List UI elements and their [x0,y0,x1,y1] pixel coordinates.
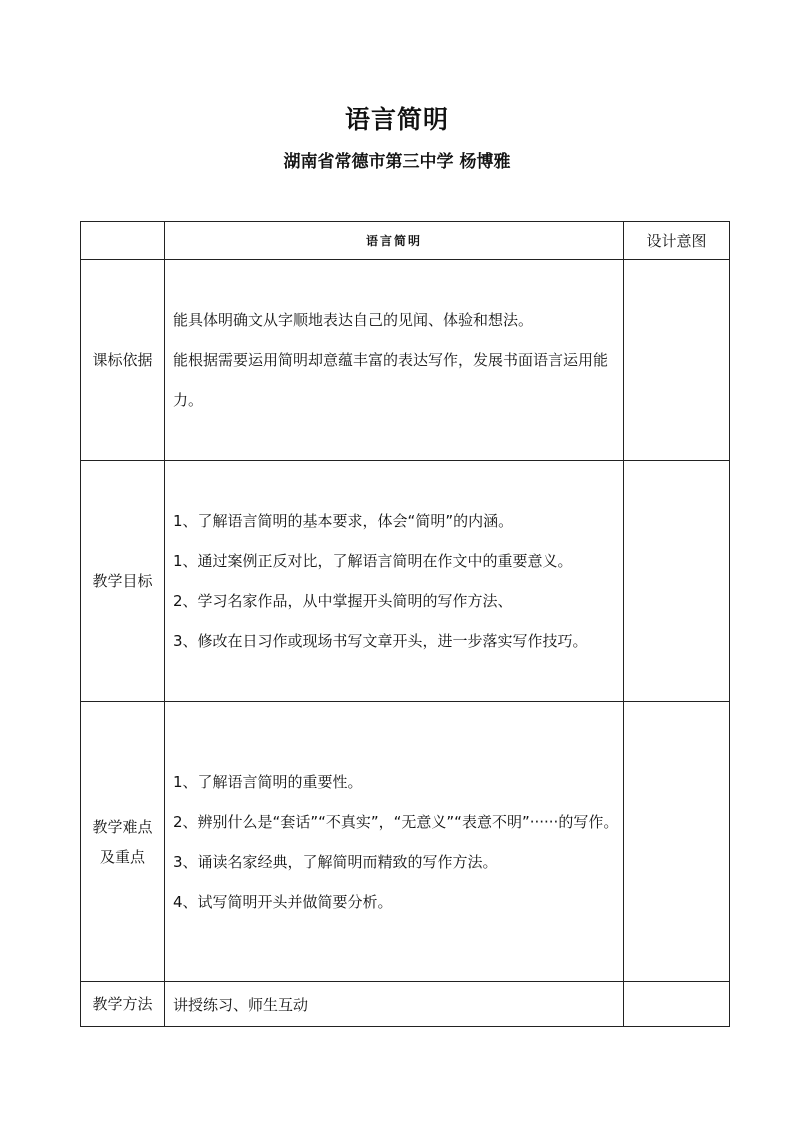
content-line: 能具体明确文从字顺地表达自己的见闻、体验和想法。 [173,311,534,329]
lesson-plan-table [80,221,730,1027]
table-row [81,982,730,1027]
table-row [81,461,730,702]
design-intent-cell [624,702,730,982]
row-label-teaching-goals: 教学目标 [81,461,165,702]
content-line: 1、通过案例正反对比，了解语言简明在作文中的重要意义。 [173,552,573,570]
content-line: 1、了解语言简明的基本要求，体会“简明”的内涵。 [173,512,514,530]
design-intent-cell [624,260,730,461]
content-line: 能根据需要运用简明却意蕴丰富的表达写作，发展书面语言运用能力。 [173,351,609,409]
table-row [81,702,730,982]
content-line: 2、学习名家作品，从中掌握开头简明的写作方法、 [173,592,513,610]
design-intent-cell [624,461,730,702]
row-label-teaching-method: 教学方法 [81,982,165,1027]
table-row [81,260,730,461]
label-line: 教学难点 [92,817,153,836]
header-cell-design-intent: 设计意图 [624,222,730,260]
content-line: 4、试写简明开头并做简要分析。 [173,892,393,911]
row-content [165,461,624,702]
content-line: 3、修改在日习作或现场书写文章开头，进一步落实写作技巧。 [173,632,588,650]
row-content [165,260,624,461]
author-line: 湖南省常德市第三中学 杨博雅 [283,152,511,172]
design-intent-cell [624,982,730,1027]
header-cell-empty [81,222,165,260]
table-header-row [81,222,730,260]
content-line: 3、诵读名家经典，了解简明而精致的写作方法。 [173,852,498,871]
content-line: 2、辨别什么是“套话”“不真实”，“无意义”“表意不明”······的写作。 [173,812,619,831]
content-line: 1、了解语言简明的重要性。 [173,772,363,791]
label-line: 及重点 [99,847,145,866]
row-content: 讲授练习、师生互动 [165,982,624,1027]
document-title: 语言简明 [344,105,449,134]
row-label-difficulties [81,702,165,982]
row-label-curriculum-basis: 课标依据 [81,260,165,461]
header-cell-topic: 语言简明 [165,222,624,260]
row-content [165,702,624,982]
